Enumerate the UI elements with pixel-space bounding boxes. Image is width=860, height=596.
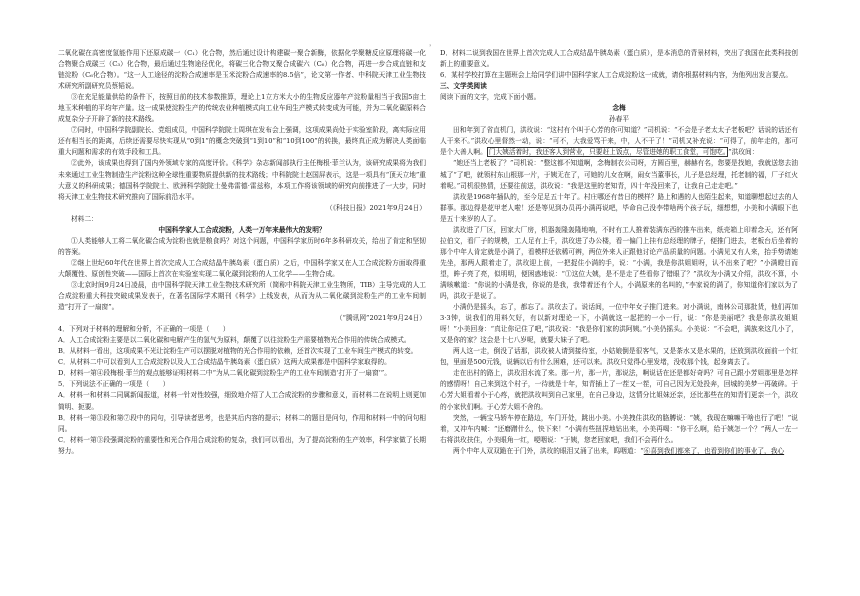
story-paragraph-1: [440, 125, 798, 158]
question-5-option-c: C．材料一第③段强调淀粉的重要性和光合作用合成淀粉的复杂，我们可以看出，为了提高淀粉的生产效率，科学家做了长期努力。: [58, 435, 426, 455]
question-5-stem: 5．下列说法不正确的一项是（ ）: [58, 380, 170, 389]
question-6: 6．某村学校打算在主题班会上给同学们讲中国科学家人工合成淀粉这一成就，请你根据材料内容，为他列出发言要点。: [440, 71, 793, 80]
story-paragraph-5: 小满仍是摇头，忘了，都忘了。洪玫去了。说话间，一位中年女子推门进来。对小满说，南林公司那批货，他们再加3·3钟，说我们的用料欠好，有以新对理论一下，小满就这一起把的一小一行，说：“你是美丽吧？我是你洪玫姐姐呀！”小美回身：“真让你记住了吧，”洪玫说：“我是你们家的洪阿姨。”小美仍摇头。小美说：“不会吧，满族来这几小了，又是你的家？这会是十七八岁呢，就要大妹子了吧。: [440, 303, 798, 345]
story-paragraph-4: 洪玫进了厂区，回家大厂房，机器轰隆轰隆地响，不时有工人推着装满东西的推车出来，纸壳箱上印着念天，还有阿拉伯文，看厂子的规模，工人足有上千，洪玫进了办公楼，看一偏门上挂有总经理的牌子，便推门进去，老板台后坐着的那个中年人肯定就是小满了，看模样还依稀可辨，两位外来人正跟他讨论产品质量的问题。小满见又有人来，抬手势请她先坐，那两人跟着走了，洪玫迎上前，一把捉住小满的手，说：“小满，我是你洪姐姐呀，认不出来了吧？”小满瞪目而望，眸子亮了亮，似明明，便困惑地说：“①这位大姨，是不是走了些看你了错眼了？”洪玫为小满又介绍，洪玫不算，小满咳嗽道：“你说的小满是我，你说的是我，我带着还有个人，小满原来的名叫的，”李家说的满了，你知道你们家以为了吗，洪玫于是说了。: [440, 225, 798, 301]
material-2-paragraph-2: ②继上世纪60年代在世界上首次完成人工合成结晶牛胰岛素（蛋白质）之后，中国科学家又在人工合成淀粉方面取得重大颠覆性、原创性突破——国际上首次在实验室实现二氧化碳到淀粉的人工化学——生物合成。: [58, 258, 426, 278]
question-4-stem: 4．下列对于材料的理解和分析，不正确的一项是（ ）: [58, 325, 230, 334]
left-paragraph-2: ③在充足能量供给的条件下，按照目前的技术参数推算，理论上1立方米大小的生物反应器年产淀粉量相当于我国5亩土地玉米种植的平均年产量。这一成果使淀粉生产的传统农业种植模式向工业车间生产模式转变成为可能，并为二氧化碳原料合成复杂分子开辟了新的技术路线。: [58, 93, 426, 124]
page-mark: ，: [429, 39, 436, 47]
question-4-option-c: C．从材料二中可以看到人工合成淀粉以及人工合成结晶牛胰岛素（蛋白质）这两大成果都是中国科学家取得的。: [58, 358, 391, 367]
question-4-option-d: D．材料一第④段梅根·菲兰的观点能够证明材料二中“为从二氧化碳到淀粉生产的工业车间制造‘打开了一扇窗’”。: [58, 369, 391, 378]
story-paragraph-2: “她还当上老板了？”司机说：“整这都不知道啊，念梅制衣公司呀，方圆百里，赫赫有名，您要是找她，我就送您去油城了“了吧，就领村东山根那一片，于姨无在了，可她的儿女在啊，闹女当董事长，儿子是总经理，托老制的福，厂子红火着呢。”司机很热情，还要往前送，洪玫说：“我是这里的老知青，四十年没回来了，让我自己走走吧。”: [440, 159, 798, 190]
story-paragraph-3: 洪玫是1968年插队的，至今足足五十年了。村庄哪还有昔日的模样？路上和遇的人也陌生起来，知道聊想起过去的人群事。那边得是花甲老人啦！还是等见到办员再小满再说吧，毕命自己没李带啥两个孩子玩，细想想，小美和小满眼下也是五十来岁的人了。: [440, 192, 798, 223]
material-2-paragraph-1: ①人类能够人工将二氧化碳合成为淀粉也就是粮食吗？对这个问题，中国科学家历时6年多科研攻关，给出了肯定和坚韧的答案。: [58, 236, 426, 256]
left-paragraph-3: ⑦同时，中国科学院副院长、党组成员，中国科学院院士周琪在发布会上强调，这项成果尚处于实验室阶段，离实际应用还有相当长的距离，后续还需要尽快实现从“0到1”的概念突破到“1到10”和“10到100”的转换，最终真正成为解决人类面临重大问题和需求的有效手段和工具。: [58, 126, 426, 157]
question-5-option-d: D．材料二说到我国在世界上首次完成人工合成结晶牛胰岛素（蛋白质），是本消息的背景材料，突出了我国在此类科技创新上的重要意义。: [440, 49, 798, 69]
question-5-option-b: B．材料一第③段和第⑦段中的同句，引导读者思考，也是其后内容的提示；材料二的题目是问句，作用和材料一中的问句相同。: [58, 413, 426, 433]
story-paragraph-7: 走在出村的路上，洪玫泪水流了来。那一片，那一片，那说法，啊说话在还是都好奇吗？可自己跟小芳姐那里是怎样的感情呀！自己来到这个村子，一待就是十年，知青插上了一茬又一茬，可自己因为无处投奔，回城的美梦一再破碎。于心芳大姐看着小于心疼，就把洪玫叫到自己家里，在自己身边，这情分比姐妹还亲，还比那些在的知青们更亲一个，洪玫的小家伙们啊。于心芳大姐不舍的。: [440, 369, 798, 411]
left-paragraph-4: ②此外，该成果也得到了国内外领域专家的高度评价。《科学》杂志新闻部执行主任梅根·菲兰认为，该研究成果将为我们未来通过工业生物制造生产淀粉这种全球性重要物质提供新的技术路线；中科院院士赵国屏表示，这是一项具有“顶天立地”重大意义的科研成果；德国科学院院士、欧洲科学院院士曼弗雷德·雷兹称，本项工作将该领域的研究向前推进了一大步，同时将天津工业生物技术研究推向了国际前沿水平。: [58, 159, 426, 201]
left-paragraph-1: 二氧化碳在高密度氢能作用下还原成碳一（C₁）化合物，然后通过设计构建碳一聚合新酶，依据化学聚糖反应原理将碳一化合物聚合成碳三（C₃）化合物，最后通过生物途径优化，将碳三化合物又聚合成碳六（C₆）化合物，再进一步合成直链和支链淀粉（C₆化合物）。“这一人工途径的淀粉合成速率是玉米淀粉合成速率的8.5倍”，论文第一作者、中科院天津工业生物技术研究所副研究员蔡韬说。: [58, 49, 426, 91]
source-1: （《科技日报》2021年9月24日）: [326, 203, 426, 212]
material-2-label: 材料二：: [71, 214, 98, 223]
story-paragraph-8: 突然，一辆宝马轿车停在路边，车门开处，跳出小美。小美拽住洪玫的胳膊说：“姨，我现在嘛嘛干啥也行了吧！”说着，又冲车内喊：“还磨蹭什么，快下来！”小满有些扭捏地钻出来，小美再喝：“你干么啊，给于姨怎一个？”两人一左一右将洪玫扶住，小美眼角一红，哽咽说：“于姨，您老回家吧，我们不会再什么。: [440, 413, 798, 444]
right-column: [440, 48, 798, 457]
story-paragraph-9-text: 两个中年人双双跪在于门外，洪玫的眼泪又涌了出来，呜咽道：“: [453, 446, 644, 455]
story-paragraph-1-tail: ”洪玫间：: [728, 148, 759, 157]
question-4-option-b: B．从材料一看出，这项成果不光让淀粉生产可以摆脱对植物的光合作用的依赖，还首次实现了工业车间生产模式的转变。: [58, 347, 418, 356]
material-2-title: 中国科学家人工合成淀粉，人类一万年来最伟大的发明？: [158, 225, 326, 234]
question-5-option-a: A．材料一和材料二同属新闻报道，材料一针对性较强，细致地介绍了人工合成淀粉的步骤和意义，而材料二在说明上则更加简明、扼要。: [58, 391, 426, 411]
story-paragraph-9: [440, 446, 798, 457]
section-3-heading: 三、文学类阅读: [440, 82, 487, 91]
left-column: [58, 48, 426, 457]
reading-instruction: 阅读下面的文字，完成下面小题。: [440, 93, 541, 102]
source-2: （“腾讯网”2021年9月24日）: [335, 314, 426, 323]
story-underlined-sentence: ⑥喜到我们都来了，也看到你们的事业了，我心: [643, 446, 785, 455]
story-title: 念梅: [612, 104, 626, 113]
question-4-option-a: A．人工合成淀粉主要是以二氧化碳和电解产生的氢气为原料，颠覆了以往淀粉生产需要植物光合作用的传统合成模式。: [58, 336, 411, 345]
story-paragraph-1-text: 田和年到了省直机门，洪玫说：“这村有个叫于心芳的你可知道？”司机说：“不会是子老太太子老板吧？话说的话还有人干来不。”洪玫心里督然一动，说：“可不，大我爱骂干来，中，人不干了！”司机又补充说：“可得了，前年走的，那可是个大善人啊。: [440, 126, 798, 157]
story-paragraph-6: 两人这一走，倒没了话那，洪玫被人请到接待室，小姑娘倒是很客气，又是茶水又是水果的，还放到洪玫面前一个红包，里面是500元钱，说辆以后有什么困难，还可以来。洪玫只觉得心里发堵，没收那个钱，起身离去了。: [440, 347, 798, 367]
story-boxed-sentence: 门大姨活着时，我还客人到营业，只要赶上饭点，尽管进她的职工食堂，可饱吃。: [488, 148, 727, 157]
story-author: 孙春平: [608, 115, 630, 124]
material-2-paragraph-3: ③北京时间9月24日凌晨，由中国科学院天津工业生物技术研究所（简称中科院天津工业生物所，TIB）主导完成的人工合成淀粉重大科技突破成果发表于，在著名国际学术期刊《科学》上线发表，从而为从二氧化碳到淀粉生产的工业车间制造“打开了一扇窗”。: [58, 280, 426, 312]
